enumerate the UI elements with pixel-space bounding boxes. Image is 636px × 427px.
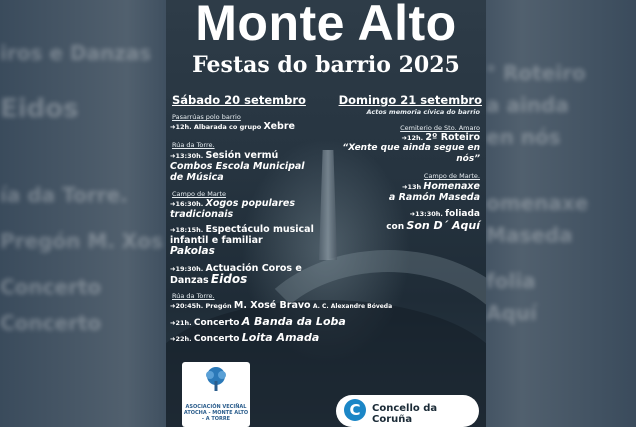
tree-icon xyxy=(202,366,230,392)
blurred-right-panel: ° Roteiro a ainda en nós omenaxe Maseda folia Aquí xyxy=(486,61,589,325)
location-label: Pasarrúas polo barrio xyxy=(172,113,241,121)
event-item: ➜18:15h. Espectáculo musical infantil e familiar Pakolas xyxy=(170,224,314,257)
location-label: Campo de Marte. xyxy=(423,172,480,180)
event-item: ➜19:30h. Actuación Coros e Danzas Eidos xyxy=(170,263,302,286)
event-item: ➜12h. Albarada co grupo Xebre xyxy=(170,121,295,132)
location-label: Campo de Marte xyxy=(172,190,227,198)
location-label: Rúa da Torre. xyxy=(172,141,215,149)
event-item: ➜13h Homenaxe a Ramón Maseda xyxy=(388,181,480,203)
event-item: ➜22h. Concerto Loita Amada xyxy=(170,331,320,344)
concello-logo xyxy=(336,395,479,427)
concello-icon: C xyxy=(344,399,366,421)
event-item: ➜13:30h. Sesión vermú Combos Escola Municipal de Música xyxy=(170,150,305,183)
event-item: ➜21h. Concerto A Banda da Loba xyxy=(170,315,346,328)
saturday-heading: Sábado 20 setembro xyxy=(172,93,306,107)
location-label: Rúa da Torre. xyxy=(172,292,215,300)
event-item: ➜20:45h. Pregón M. Xosé Bravo A. C. Alexandre Bóveda xyxy=(170,300,393,311)
event-item: ➜12h. 2º Roteiro “Xente que ainda segue en nós” xyxy=(342,132,480,164)
association-logo xyxy=(182,362,250,427)
sunday-heading: Domingo 21 setembro xyxy=(338,93,482,107)
event-item: ➜16:30h. Xogos populares tradicionais xyxy=(170,198,295,220)
blurred-left-panel: iros e Danzas Eidos ía da Torre. Pregón M. Xos Concerto Concerto xyxy=(0,41,163,335)
concello-name: Concello da Coruña xyxy=(372,403,438,425)
location-label: Cemiterio de Sto. Amaro xyxy=(400,124,480,132)
poster-title: Monte Alto xyxy=(195,0,457,51)
association-name: ASOCIACIÓN VECIÑAL ATOCHA - MONTE ALTO - A TORRE xyxy=(183,404,249,422)
event-item: ➜13:30h. foliada con Son D´ Aquí xyxy=(386,209,480,232)
poster-subtitle: Festas do barrio 2025 xyxy=(192,52,460,78)
sunday-note: Actos memoria cívica do barrio xyxy=(366,108,480,116)
event-poster xyxy=(166,0,486,427)
